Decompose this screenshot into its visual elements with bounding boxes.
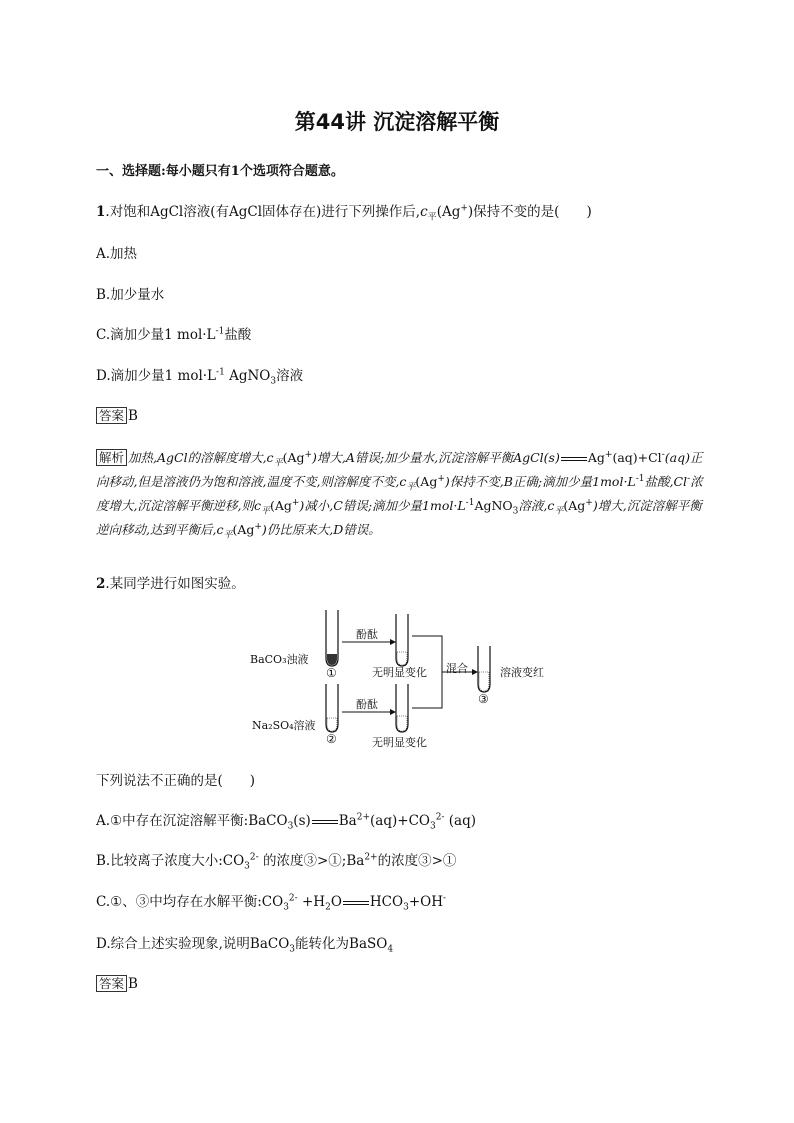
q1-number: 1 <box>96 204 106 220</box>
q2-ask: 下列说法不正确的是( ) <box>96 773 256 789</box>
q1-option-c: C.滴加少量1 $mol\cdot L^{-1}$盐酸 <box>96 326 252 343</box>
q2-stem: 2.某同学进行如图实验。 <box>96 576 245 592</box>
na2so4-label: Na₂SO₄溶液 <box>252 719 316 732</box>
tube-number-3: ③ <box>478 692 489 706</box>
q1-stem: 1.对饱和AgCl溶液(有AgCl固体存在)进行下列操作后$,c_平(Ag^+)$保持不变的是( ) <box>96 203 592 223</box>
test-tube-1-icon <box>326 610 338 666</box>
phenol-label-bottom: 酚酞 <box>356 698 378 711</box>
tube-number-1: ① <box>326 666 337 680</box>
equilibrium-arrow-icon <box>561 456 587 462</box>
q1-option-d: D.滴加少量1 $mol\cdot L^{-1}$ AgNO$_3$溶液 <box>96 367 304 387</box>
mix-label: 混合 <box>446 662 468 675</box>
answer-tag: 答案 <box>96 407 127 424</box>
q1-answer: 答案 B <box>96 407 138 425</box>
experiment-diagram <box>246 606 566 756</box>
page-title: 第44讲 沉淀溶解平衡 <box>294 110 500 134</box>
red-label: 溶液变红 <box>500 666 544 679</box>
q1-option-a: A.加热 <box>96 246 138 262</box>
equilibrium-arrow-icon <box>343 900 369 906</box>
q2-number: 2 <box>96 576 106 592</box>
test-tube-mixed-icon <box>478 646 490 692</box>
q2-option-d: D.综合上述实验现象,说明BaCO$_3$能转化为BaSO$_4$ <box>96 936 394 955</box>
q1-analysis: 解析 加热,AgCl的溶解度增大$,c_平(Ag^+)$增大,A错误;加少量水,沉淀溶解平衡AgCl(s) Ag+(aq)+Cl-(aq)正向移动,但是溶液仍为饱和溶液,温度不变,则溶解度不变$,c_平(Ag^+)$保持不变,B正确;滴加少量$1mol\cdot L^{-1}$盐酸,Cl-浓度增大,沉淀溶解平衡逆移,则$c_平(Ag^+)$减小,C错误;滴加少量$1mol\cdot L^{-1}AgNO_3$溶液$,c_平(Ag^+)$增大,沉淀溶解平衡逆向移动,达到平衡后$,c_平(Ag^+)$仍比原来大,D错误。 <box>96 449 703 541</box>
answer-tag: 答案 <box>96 975 127 992</box>
q2-option-c: C.①、③中均存在水解平衡$:CO_3^{2-} +H_2O$ $HCO_3+OH^-$ <box>96 893 447 913</box>
tube-number-2: ② <box>326 732 337 746</box>
nochange-label-top: 无明显变化 <box>372 666 427 679</box>
test-tube-4-icon <box>396 684 408 732</box>
q2-answer: 答案 B <box>96 975 138 993</box>
equilibrium-arrow-icon <box>312 819 338 825</box>
test-tube-3-icon <box>396 614 408 666</box>
analysis-tag: 解析 <box>96 449 127 466</box>
section-heading: 一、选择题:每小题只有1个选项符合题意。 <box>96 164 344 179</box>
baco3-label: BaCO₃浊液 <box>250 653 309 666</box>
test-tube-2-icon <box>326 684 338 732</box>
q2-option-a: A.①中存在沉淀溶解平衡:BaCO$_3$(s) $Ba^{2+}(aq)+CO_3^{2-}$ (aq) <box>96 812 476 832</box>
q2-option-b: B.比较离子浓度大小$:CO_3^{2-}$ 的浓度$③>①;Ba^{2+}$的浓度③>① <box>96 852 457 872</box>
q1-option-b: B.加少量水 <box>96 287 165 303</box>
phenol-label-top: 酚酞 <box>356 628 378 641</box>
nochange-label-bottom: 无明显变化 <box>372 736 427 749</box>
